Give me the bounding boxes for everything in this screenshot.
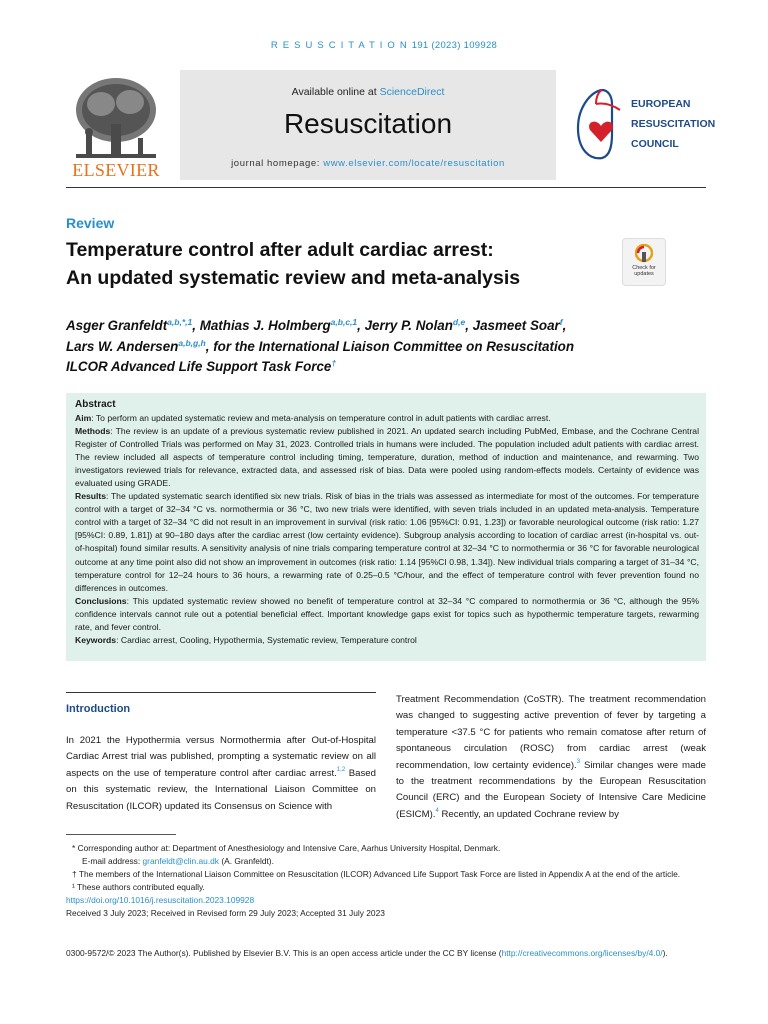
abstract-box (66, 393, 706, 661)
footnotes (66, 842, 706, 920)
footnote-equal: ¹ These authors contributed equally. (72, 882, 205, 892)
check-for-updates-badge[interactable] (622, 238, 666, 286)
email-prefix: E-mail address: (82, 856, 141, 866)
article-type: Review (66, 215, 115, 231)
author-affiliation[interactable]: a,b,*,1 (167, 317, 193, 327)
introduction-paragraph-continued (396, 692, 706, 823)
running-head-volume: 191 (2023) 109928 (411, 40, 498, 51)
author-group: for the International Liaison Committee on Resuscitation ILCOR Advanced Life Support Task Force (66, 338, 575, 374)
article-title (66, 236, 626, 292)
check-updates-label-2: updates (634, 271, 654, 277)
author-affiliation[interactable]: d,e (452, 317, 466, 327)
sciencedirect-link[interactable]: ScienceDirect (379, 86, 445, 98)
elsevier-wordmark: ELSEVIER (72, 160, 160, 180)
journal-banner (180, 70, 556, 180)
introduction-rule (66, 692, 376, 693)
abstract-methods: Methods: The review is an update of a previous systematic review published in 2021. An updated search including PubMed, Embase, and the Cochrane Central Register of Controlled Trials was performed on May 31, 2023. Controlled trials in humans were included. The population included adult patients with cardiac arrest. The review included all aspects of temperature control including timing, temperature, duration, method of induction and maintenance, and rewarming. Two investigators reviewed trials for relevance, extracted data, and assessed risk of bias. Data were pooled using random-effects models. Certainty of evidence was evaluated using GRADE. (75, 426, 700, 489)
author-affiliation[interactable]: f (559, 317, 563, 327)
running-head-journal: R E S U S C I T A T I O N (270, 40, 408, 51)
intro-text-2: Based on this systematic review, the International Liaison Committee on Resuscitation (ILCOR) updated its Consensus on Science with (66, 767, 376, 812)
author-affiliation[interactable]: a,b,c,1 (330, 317, 358, 327)
conclusions-label: Conclusions (75, 595, 127, 606)
author-group-mark[interactable]: † (331, 358, 337, 368)
aim-label: Aim (75, 413, 92, 423)
footnote-corresponding: * Corresponding author at: Department of Anesthesiology and Intensive Care, Aarhus University Hospital, Denmark. (72, 843, 501, 853)
intro-right-text-3: Recently, an updated Cochrane review by (438, 808, 619, 820)
introduction-paragraph (66, 733, 376, 815)
keywords-label: Keywords (75, 634, 117, 645)
check-updates-label (623, 265, 665, 277)
check-updates-label-1: Check for (632, 265, 656, 271)
article-dates: Received 3 July 2023; Received in Revised form 29 July 2023; Accepted 31 July 2023 (66, 908, 385, 918)
author-affiliation[interactable]: a,b,g,h (178, 337, 206, 348)
copyright-text: 0300-9572/© 2023 The Author(s). Published by Elsevier B.V. This is an open access article under the CC BY license ( (66, 948, 502, 958)
abstract-heading: Abstract (75, 399, 116, 410)
email-suffix: (A. Granfeldt). (221, 856, 274, 866)
email-link[interactable]: granfeldt@clin.au.dk (142, 856, 219, 866)
conclusions-text: This updated systematic review showed no benefit of temperature control at 32–34 °C compared to normothermia or 36 °C, although the 95% confidence intervals cannot rule out a potential beneficial effect. Important knowledge gaps exist for topics such as hypothermic temperature targets, rewarming rate, and fever control. (75, 595, 700, 632)
erc-line-3: COUNCIL (631, 138, 679, 150)
introduction-left-column (66, 733, 376, 815)
author-name: Jasmeet Soar (472, 318, 560, 333)
introduction-right-column (396, 692, 706, 823)
abstract-keywords: Keywords: Cardiac arrest, Cooling, Hypothermia, Systematic review, Temperature control (75, 634, 417, 645)
erc-line-2: RESUSCITATION (631, 118, 716, 130)
footnote-dagger: † The members of the International Liaison Committee on Resuscitation (ILCOR) Advanced Life Support Task Force are listed in Appendix A at the end of the article. (72, 869, 681, 879)
title-line-1: Temperature control after adult cardiac arrest: (66, 239, 494, 261)
journal-homepage (180, 158, 556, 169)
citation-ref[interactable]: 3 (576, 758, 581, 765)
license-link[interactable]: http://creativecommons.org/licenses/by/4.0/ (501, 948, 663, 958)
footnote-email (66, 855, 706, 868)
intro-text-1: In 2021 the Hypothermia versus Normothermia after Out-of-Hospital Cardiac Arrest trial was published, prompting a systematic review on all aspects on the use of temperature control after cardiac arrest. (66, 735, 376, 779)
header-divider (66, 187, 706, 188)
copyright-notice (66, 947, 706, 960)
author-name: Asger Granfeldt (66, 318, 168, 333)
footnote-rule (66, 834, 176, 835)
abstract-results: Results: The updated systematic search identified six new trials. Risk of bias in the trials was assessed as intermediate for most of the outcomes. For temperature control with a target of 32–34 °C vs. normothermia or 36 °C, two new trials were identified, with seven trials included in an updated meta-analysis. Temperature control with a target of 32–34 °C did not result in an improvement in survival (risk ratio: 1.06 [95%CI: 0.91, 1.23]) or favorable neurological outcome (risk ratio: 1.27 [95%CI: 0.89, 1.81]) at 90–180 days after the cardiac arrest (low certainty evidence). Subgroup analysis according to location of cardiac arrest (in-hospital vs. out-of-hospital) found similar results. A sensitivity analysis of nine trials comparing temperature control at 32–34 °C to normothermia or 36 °C for favorable neurological outcome at any time point also did not show an improvement in outcomes (risk ratio: 1.14 [95%CI 0.98, 1.34]). New individual trials comparing a target of 31–34 °C, temperature control for 12–24 hours to 36 hours, a rewarming rate of 0.25–0.5 °C/hour, and the effect of temperature control with fever prevention found no differences in outcomes. (75, 491, 699, 593)
results-text: The updated systematic search identified six new trials. Risk of bias in the trials was assessed as intermediate for most of the outcomes. For temperature control with a target of 32–34 °C vs. normothermia or 36 °C, two new trials were identified, with seven trials included in an updated meta-analysis. Temperature control with a target of 32–34 °C did not result in an improvement in survival (risk ratio: 1.06 [95%CI: 0.91, 1.23]) or favorable neurological outcome (risk ratio: 1.27 [95%CI: 0.89, 1.81]) at 90–180 days after the cardiac arrest (low certainty evidence). Subgroup analysis according to location of cardiac arrest (in-hospital vs. out-of-hospital) found similar results. A sensitivity analysis of nine trials comparing temperature control at 32–34 °C to normothermia or 36 °C for favorable neurological outcome at any time point also did not show an improvement in outcomes (risk ratio: 1.14 [95%CI 0.98, 1.34]). New individual trials comparing a target of 31–34 °C, temperature control for 12–24 hours to 36 hours, a rewarming rate of 0.25–0.5 °C/hour, and the effect of temperature control with fever prevention found no differences in outcomes. (75, 491, 699, 593)
citation-ref[interactable]: 1,2 (336, 766, 346, 773)
intro-right-text-2: Similar changes were made to the treatment recommendations by the European Resuscitation Council (ERC) and the European Society of Intensive Care Medicine (ESICM). (396, 759, 706, 820)
author-list: Asger Granfeldt$^{a,b,*,1}$, Mathias J. Holmberg$^{a,b,c,1}$, Jerry P. Nolan$^{d,e}$, Jasmeet Soar$^f$, Lars W. Andersen$^{a,b,g,h}$, for the International Liaison Committee on Resuscitation ILCOR Advanced Life Support Task Force† (66, 317, 575, 374)
available-online (180, 86, 556, 98)
copyright-suffix: ). (662, 948, 668, 958)
homepage-prefix: journal homepage: (231, 158, 320, 169)
author-name: Lars W. Andersen (66, 338, 179, 354)
author-name: Mathias J. Holmberg (199, 318, 331, 333)
author-name: Jerry P. Nolan (364, 318, 453, 333)
aim-text: To perform an updated systematic review and meta-analysis on temperature control in adult patients with cardiac arrest. (95, 413, 551, 423)
keywords-text: Cardiac arrest, Cooling, Hypothermia, Systematic review, Temperature control (120, 634, 417, 645)
available-prefix: Available online at (291, 86, 377, 98)
running-head (0, 40, 768, 51)
intro-right-text-1: Treatment Recommendation (CoSTR). The treatment recommendation was changed to suggesting active prevention of fever by targeting a temperature <37.5 °C for patients who remain comatose after return of spontaneous circulation (ROSC) from cardiac arrest (weak recommendation, low certainty evidence). (396, 694, 706, 771)
results-label: Results (75, 491, 107, 502)
methods-label: Methods (75, 426, 111, 437)
homepage-link[interactable]: www.elsevier.com/locate/resuscitation (323, 158, 505, 169)
abstract-body (75, 412, 699, 647)
journal-title: Resuscitation (283, 108, 453, 139)
citation-ref[interactable]: 4 (435, 807, 439, 814)
introduction-heading: Introduction (66, 703, 131, 715)
methods-text: The review is an update of a previous systematic review published in 2021. An updated search including PubMed, Embase, and the Cochrane Central Register of Controlled Trials was performed on May 31, 2023. Controlled trials in humans were included. The population included adult patients with cardiac arrest. The review included all aspects of temperature control including timing, temperature, duration, method of induction and maintenance, and rewarming. Two investigators reviewed trials for relevance, extracted data, and assessed risk of bias. Data were pooled using random-effects models. Certainty of evidence was evaluated using GRADE. (75, 426, 700, 489)
erc-line-1: EUROPEAN (631, 98, 691, 110)
abstract-conclusions: Conclusions: This updated systematic review showed no benefit of temperature control at 32–34 °C compared to normothermia or 36 °C, although the 95% confidence intervals cannot rule out a potential beneficial effect. Important knowledge gaps exist for topics such as hypothermic temperature targets, rewarming rate, and fever control. (75, 595, 700, 632)
doi-link[interactable]: https://doi.org/10.1016/j.resuscitation.2023.109928 (66, 895, 255, 905)
abstract-aim: Aim: To perform an updated systematic review and meta-analysis on temperature control in adult patients with cardiac arrest. (75, 413, 551, 423)
title-line-2: An updated systematic review and meta-analysis (66, 267, 521, 289)
erc-wordmark (631, 94, 715, 154)
check-updates-icon (635, 244, 653, 264)
